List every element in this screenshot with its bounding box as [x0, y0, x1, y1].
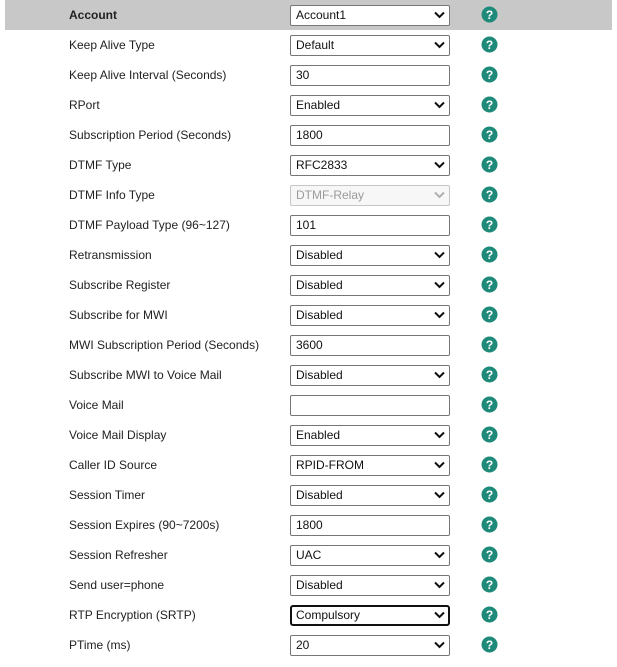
svg-text:?: ? — [485, 67, 494, 82]
rtp-encryption-srtp-select[interactable] — [290, 605, 450, 626]
help-icon[interactable] — [481, 216, 498, 233]
subscribe-register-label: Subscribe Register — [69, 278, 171, 292]
setting-row-subscribe-mwi-to-voice-mail — [0, 360, 617, 390]
rtp-encryption-srtp-value: Compulsory — [296, 608, 361, 622]
session-refresher-label: Session Refresher — [69, 548, 168, 562]
rport-label: RPort — [69, 98, 100, 112]
setting-row-dtmf-type — [0, 150, 617, 180]
keep-alive-interval-seconds-value: 30 — [296, 68, 310, 82]
help-icon[interactable] — [481, 546, 498, 563]
svg-text:?: ? — [485, 187, 494, 202]
svg-text:?: ? — [485, 637, 494, 652]
keep-alive-type-label: Keep Alive Type — [69, 38, 155, 52]
chevron-down-icon — [434, 581, 445, 589]
keep-alive-type-select[interactable] — [290, 35, 450, 56]
dtmf-type-label: DTMF Type — [69, 158, 132, 172]
session-timer-select[interactable] — [290, 485, 450, 506]
svg-text:?: ? — [485, 577, 494, 592]
chevron-down-icon — [434, 161, 445, 169]
help-icon[interactable] — [481, 96, 498, 113]
setting-row-subscribe-for-mwi — [0, 300, 617, 330]
svg-text:?: ? — [485, 157, 494, 172]
chevron-down-icon — [434, 281, 445, 289]
chevron-down-icon — [434, 431, 445, 439]
setting-row-send-user-phone — [0, 570, 617, 600]
svg-text:?: ? — [485, 277, 494, 292]
retransmission-select[interactable] — [290, 245, 450, 266]
mwi-subscription-period-seconds-value: 3600 — [296, 338, 323, 352]
setting-row-voice-mail — [0, 390, 617, 420]
rport-value: Enabled — [296, 98, 341, 112]
chevron-down-icon — [434, 311, 445, 319]
svg-text:?: ? — [485, 427, 494, 442]
subscribe-for-mwi-label: Subscribe for MWI — [69, 308, 168, 322]
svg-text:?: ? — [485, 337, 494, 352]
rport-select[interactable] — [290, 95, 450, 116]
ptime-ms-select[interactable] — [290, 635, 450, 656]
voice-mail-display-value: Enabled — [296, 428, 341, 442]
subscribe-mwi-to-voice-mail-value: Disabled — [296, 368, 343, 382]
chevron-down-icon — [434, 11, 445, 19]
svg-text:?: ? — [485, 247, 494, 262]
svg-text:?: ? — [485, 547, 494, 562]
keep-alive-type-value: Default — [296, 38, 335, 52]
retransmission-label: Retransmission — [69, 248, 152, 262]
keep-alive-interval-seconds-input[interactable] — [290, 65, 450, 86]
rtp-encryption-srtp-label: RTP Encryption (SRTP) — [69, 608, 196, 622]
setting-row-dtmf-payload-type-96-127 — [0, 210, 617, 240]
dtmf-type-select[interactable] — [290, 155, 450, 176]
subscription-period-seconds-value: 1800 — [296, 128, 323, 142]
chevron-down-icon — [434, 101, 445, 109]
dtmf-payload-type-96-127-value: 101 — [296, 218, 317, 232]
svg-text:?: ? — [485, 307, 494, 322]
help-icon[interactable] — [481, 6, 498, 23]
svg-text:?: ? — [485, 607, 494, 622]
setting-row-keep-alive-type — [0, 30, 617, 60]
chevron-down-icon — [434, 461, 445, 469]
setting-row-caller-id-source — [0, 450, 617, 480]
session-expires-90-7200s-input[interactable] — [290, 515, 450, 536]
setting-row-rtp-encryption-srtp — [0, 600, 617, 630]
help-icon[interactable] — [481, 36, 498, 53]
account-select[interactable] — [290, 5, 450, 26]
voice-mail-label: Voice Mail — [69, 398, 124, 412]
session-timer-label: Session Timer — [69, 488, 146, 502]
voice-mail-input[interactable] — [290, 395, 450, 416]
svg-text:?: ? — [485, 397, 494, 412]
help-icon[interactable] — [481, 246, 498, 263]
subscribe-register-select[interactable] — [290, 275, 450, 296]
chevron-down-icon — [434, 641, 445, 649]
help-icon[interactable] — [481, 426, 498, 443]
session-expires-90-7200s-value: 1800 — [296, 518, 323, 532]
send-user-phone-label: Send user=phone — [69, 578, 165, 592]
chevron-down-icon — [434, 371, 445, 379]
setting-row-ptime-ms — [0, 630, 617, 660]
chevron-down-icon — [434, 251, 445, 259]
dtmf-info-type-label: DTMF Info Type — [69, 188, 155, 202]
svg-text:?: ? — [485, 7, 494, 22]
subscription-period-seconds-input[interactable] — [290, 125, 450, 146]
help-icon[interactable] — [481, 126, 498, 143]
setting-row-subscription-period-seconds — [0, 120, 617, 150]
caller-id-source-select[interactable] — [290, 455, 450, 476]
setting-row-session-refresher — [0, 540, 617, 570]
send-user-phone-select[interactable] — [290, 575, 450, 596]
subscribe-mwi-to-voice-mail-label: Subscribe MWI to Voice Mail — [69, 368, 222, 382]
help-icon[interactable] — [481, 186, 498, 203]
help-icon[interactable] — [481, 156, 498, 173]
setting-row-rport — [0, 90, 617, 120]
svg-text:?: ? — [485, 127, 494, 142]
keep-alive-interval-seconds-label: Keep Alive Interval (Seconds) — [69, 68, 227, 82]
session-timer-value: Disabled — [296, 488, 343, 502]
subscription-period-seconds-label: Subscription Period (Seconds) — [69, 128, 232, 142]
account-select-value: Account1 — [296, 8, 347, 22]
chevron-down-icon — [434, 611, 445, 619]
svg-text:?: ? — [485, 517, 494, 532]
ptime-ms-value: 20 — [296, 638, 310, 652]
svg-text:?: ? — [485, 217, 494, 232]
account-header-row — [5, 0, 612, 30]
send-user-phone-value: Disabled — [296, 578, 343, 592]
voice-mail-display-select[interactable] — [290, 425, 450, 446]
help-icon[interactable] — [481, 396, 498, 413]
setting-row-mwi-subscription-period-seconds — [0, 330, 617, 360]
setting-row-subscribe-register — [0, 270, 617, 300]
chevron-down-icon — [434, 41, 445, 49]
session-refresher-select[interactable] — [290, 545, 450, 566]
help-icon[interactable] — [481, 576, 498, 593]
dtmf-info-type-select — [290, 185, 450, 206]
dtmf-payload-type-96-127-label: DTMF Payload Type (96~127) — [69, 218, 230, 232]
svg-text:?: ? — [485, 367, 494, 382]
subscribe-mwi-to-voice-mail-select[interactable] — [290, 365, 450, 386]
help-icon[interactable] — [481, 516, 498, 533]
ptime-ms-label: PTime (ms) — [69, 638, 131, 652]
setting-row-session-expires-90-7200s — [0, 510, 617, 540]
svg-text:?: ? — [485, 97, 494, 112]
chevron-down-icon — [434, 191, 445, 199]
setting-row-voice-mail-display — [0, 420, 617, 450]
subscribe-for-mwi-value: Disabled — [296, 308, 343, 322]
mwi-subscription-period-seconds-input[interactable] — [290, 335, 450, 356]
dtmf-type-value: RFC2833 — [296, 158, 348, 172]
dtmf-info-type-value: DTMF-Relay — [296, 188, 364, 202]
subscribe-for-mwi-select[interactable] — [290, 305, 450, 326]
help-icon[interactable] — [481, 636, 498, 653]
help-icon[interactable] — [481, 306, 498, 323]
setting-row-keep-alive-interval-seconds — [0, 60, 617, 90]
caller-id-source-label: Caller ID Source — [69, 458, 158, 472]
help-icon[interactable] — [481, 336, 498, 353]
chevron-down-icon — [434, 551, 445, 559]
help-icon[interactable] — [481, 66, 498, 83]
mwi-subscription-period-seconds-label: MWI Subscription Period (Seconds) — [69, 338, 260, 352]
voice-mail-display-label: Voice Mail Display — [69, 428, 167, 442]
session-refresher-value: UAC — [296, 548, 322, 562]
account-label: Account — [69, 8, 117, 22]
dtmf-payload-type-96-127-input[interactable] — [290, 215, 450, 236]
setting-row-session-timer — [0, 480, 617, 510]
svg-text:?: ? — [485, 457, 494, 472]
setting-row-retransmission — [0, 240, 617, 270]
chevron-down-icon — [434, 491, 445, 499]
help-icon[interactable] — [481, 486, 498, 503]
subscribe-register-value: Disabled — [296, 278, 343, 292]
help-icon[interactable] — [481, 276, 498, 293]
svg-text:?: ? — [485, 487, 494, 502]
help-icon[interactable] — [481, 606, 498, 623]
caller-id-source-value: RPID-FROM — [296, 458, 364, 472]
help-icon[interactable] — [481, 366, 498, 383]
setting-row-dtmf-info-type — [0, 180, 617, 210]
retransmission-value: Disabled — [296, 248, 343, 262]
session-expires-90-7200s-label: Session Expires (90~7200s) — [69, 518, 220, 532]
help-icon[interactable] — [481, 456, 498, 473]
svg-text:?: ? — [485, 37, 494, 52]
